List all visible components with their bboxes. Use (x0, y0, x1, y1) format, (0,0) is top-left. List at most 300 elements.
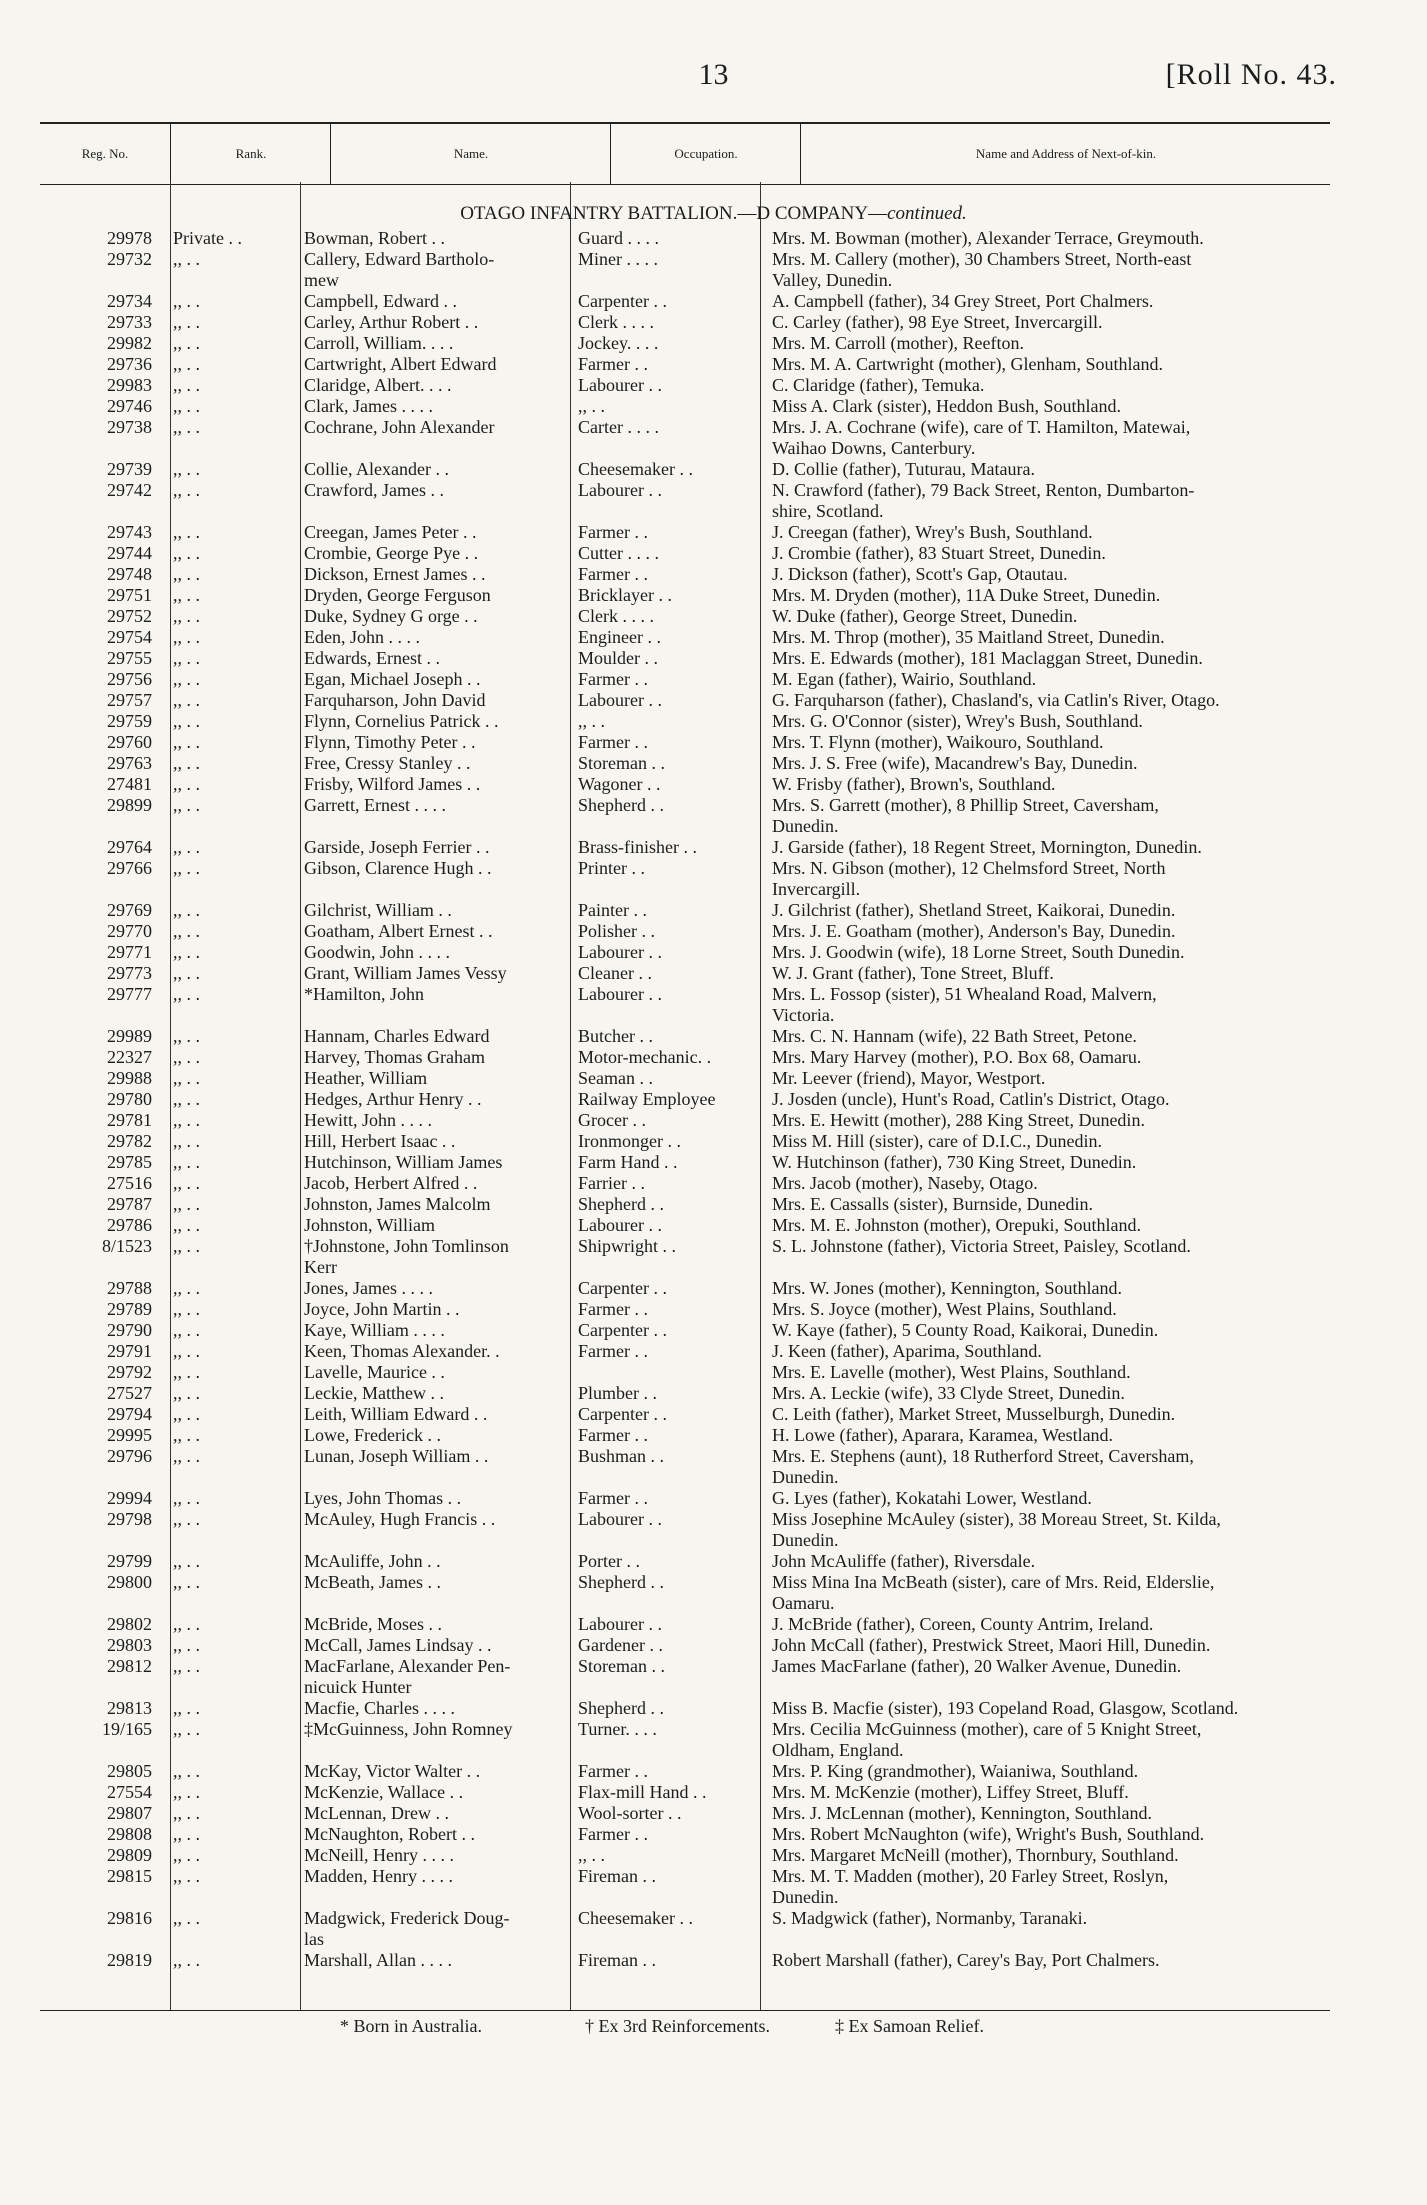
rank: ,, . . (173, 585, 200, 605)
rank: ,, . . (173, 858, 200, 878)
table-row (0, 690, 1427, 711)
table-row (0, 669, 1427, 690)
soldier-name: Egan, Michael Joseph . . (304, 669, 481, 689)
table-row (0, 522, 1427, 543)
soldier-name: Goatham, Albert Ernest . . (304, 921, 493, 941)
table-row (0, 480, 1427, 522)
next-of-kin: Miss B. Macfie (sister), 193 Copeland Road, Glasgow, Scotland. (772, 1698, 1239, 1718)
next-of-kin: Mrs. M. Callery (mother), 30 Chambers Street, North-east Valley, Dunedin. (772, 249, 1192, 290)
rank: ,, . . (173, 1320, 200, 1340)
reg-number: 29800 (107, 1572, 152, 1592)
rank: ,, . . (173, 984, 200, 1004)
soldier-name: McLennan, Drew . . (304, 1803, 449, 1823)
next-of-kin: W. J. Grant (father), Tone Street, Bluff. (772, 963, 1054, 983)
occupation: Storeman . . (578, 753, 665, 773)
soldier-name: Hill, Herbert Isaac . . (304, 1131, 456, 1151)
table-row (0, 1047, 1427, 1068)
soldier-name: McKay, Victor Walter . . (304, 1761, 481, 1781)
reg-number: 27481 (107, 774, 152, 794)
soldier-name: Collie, Alexander . . (304, 459, 449, 479)
soldier-name: Bowman, Robert . . (304, 228, 445, 248)
page-number: 13 (698, 58, 729, 91)
table-row (0, 1236, 1427, 1278)
rank: ,, . . (173, 1824, 200, 1844)
table-row (0, 249, 1427, 291)
soldier-name: Duke, Sydney G orge . . (304, 606, 478, 626)
reg-number: 29988 (107, 1068, 152, 1088)
rank: ,, . . (173, 837, 200, 857)
rank: ,, . . (173, 354, 200, 374)
next-of-kin: S. L. Johnstone (father), Victoria Street, Paisley, Scotland. (772, 1236, 1191, 1256)
occupation: Bricklayer . . (578, 585, 672, 605)
occupation: Cleaner . . (578, 963, 652, 983)
reg-number: 29780 (107, 1089, 152, 1109)
next-of-kin: Mrs. M. Bowman (mother), Alexander Terrace, Greymouth. (772, 228, 1204, 248)
reg-number: 29786 (107, 1215, 152, 1235)
soldier-name: Garside, Joseph Ferrier . . (304, 837, 490, 857)
occupation: Labourer . . (578, 375, 662, 395)
next-of-kin: Miss Josephine McAuley (sister), 38 Moreau Street, St. Kilda, Dunedin. (772, 1509, 1221, 1550)
reg-number: 29785 (107, 1152, 152, 1172)
soldier-name: Johnston, James Malcolm (304, 1194, 491, 1214)
occupation: Grocer . . (578, 1110, 646, 1130)
soldier-name: Hutchinson, William James (304, 1152, 503, 1172)
next-of-kin: Mrs. E. Cassalls (sister), Burnside, Dunedin. (772, 1194, 1093, 1214)
occupation: Farmer . . (578, 354, 648, 374)
table-row (0, 1425, 1427, 1446)
table-row (0, 1488, 1427, 1509)
next-of-kin: J. Crombie (father), 83 Stuart Street, Dunedin. (772, 543, 1106, 563)
next-of-kin: Mrs. Margaret McNeill (mother), Thornbury, Southland. (772, 1845, 1179, 1865)
rank: ,, . . (173, 1908, 200, 1928)
roll-number: [Roll No. 43. (1165, 58, 1337, 91)
table-row (0, 774, 1427, 795)
rank: ,, . . (173, 1551, 200, 1571)
section-continued: continued. (887, 203, 967, 224)
rank: ,, . . (173, 648, 200, 668)
next-of-kin: Mrs. J. A. Cochrane (wife), care of T. Hamilton, Matewai, Waihao Downs, Canterbury. (772, 417, 1191, 458)
soldier-name: Flynn, Cornelius Patrick . . (304, 711, 499, 731)
soldier-name: Hewitt, John . . . . (304, 1110, 432, 1130)
soldier-name: Madgwick, Frederick Doug- las (304, 1908, 510, 1949)
reg-number: 29803 (107, 1635, 152, 1655)
rank: ,, . . (173, 1782, 200, 1802)
reg-number: 29792 (107, 1362, 152, 1382)
soldier-name: Carley, Arthur Robert . . (304, 312, 479, 332)
header-name: Name. (330, 124, 611, 184)
next-of-kin: H. Lowe (father), Aparara, Karamea, Westland. (772, 1425, 1114, 1445)
rank: ,, . . (173, 312, 200, 332)
rank: ,, . . (173, 1425, 200, 1445)
rank: ,, . . (173, 1761, 200, 1781)
next-of-kin: J. Josden (uncle), Hunt's Road, Catlin's District, Otago. (772, 1089, 1170, 1109)
rank: ,, . . (173, 1194, 200, 1214)
occupation: Cheesemaker . . (578, 459, 693, 479)
rank: ,, . . (173, 1866, 200, 1886)
rank: ,, . . (173, 795, 200, 815)
table-row (0, 648, 1427, 669)
header-next-of-kin: Name and Address of Next-of-kin. (800, 124, 1331, 184)
soldier-name: Crawford, James . . (304, 480, 444, 500)
occupation: Labourer . . (578, 1614, 662, 1634)
soldier-name: †Johnstone, John Tomlinson Kerr (304, 1236, 509, 1277)
reg-number: 29743 (107, 522, 152, 542)
next-of-kin: Mrs. M. A. Cartwright (mother), Glenham, Southland. (772, 354, 1163, 374)
reg-number: 29766 (107, 858, 152, 878)
soldier-name: Lunan, Joseph William . . (304, 1446, 489, 1466)
table-row (0, 711, 1427, 732)
reg-number: 29754 (107, 627, 152, 647)
rank: ,, . . (173, 417, 200, 437)
soldier-name: Hedges, Arthur Henry . . (304, 1089, 482, 1109)
table-row (0, 1404, 1427, 1425)
soldier-name: Gilchrist, William . . (304, 900, 452, 920)
table-row (0, 1551, 1427, 1572)
next-of-kin: Mrs. J. Goodwin (wife), 18 Lorne Street, South Dunedin. (772, 942, 1185, 962)
occupation: Shepherd . . (578, 1194, 664, 1214)
reg-number: 29752 (107, 606, 152, 626)
next-of-kin: J. Dickson (father), Scott's Gap, Otautau. (772, 564, 1068, 584)
occupation: Shepherd . . (578, 795, 664, 815)
rank: ,, . . (173, 249, 200, 269)
occupation: Wool-sorter . . (578, 1803, 682, 1823)
rank: ,, . . (173, 333, 200, 353)
table-row (0, 606, 1427, 627)
reg-number: 29759 (107, 711, 152, 731)
rank: ,, . . (173, 690, 200, 710)
reg-number: 29787 (107, 1194, 152, 1214)
occupation: Railway Employee (578, 1089, 716, 1109)
reg-number: 29983 (107, 375, 152, 395)
occupation: Porter . . (578, 1551, 640, 1571)
next-of-kin: Mrs. C. N. Hannam (wife), 22 Bath Street, Petone. (772, 1026, 1137, 1046)
soldier-name: Dickson, Ernest James . . (304, 564, 486, 584)
occupation: Shipwright . . (578, 1236, 677, 1256)
occupation: Seaman . . (578, 1068, 653, 1088)
soldier-name: Keen, Thomas Alexander. . (304, 1341, 500, 1361)
rank: ,, . . (173, 1950, 200, 1970)
occupation: Clerk . . . . (578, 606, 654, 626)
next-of-kin: G. Farquharson (father), Chasland's, via Catlin's River, Otago. (772, 690, 1220, 710)
soldier-name: Cartwright, Albert Edward (304, 354, 497, 374)
table-row (0, 858, 1427, 900)
reg-number: 29978 (107, 228, 152, 248)
reg-number: 29807 (107, 1803, 152, 1823)
next-of-kin: John McCall (father), Prestwick Street, Maori Hill, Dunedin. (772, 1635, 1211, 1655)
next-of-kin: Mrs. L. Fossop (sister), 51 Whealand Road, Malvern, Victoria. (772, 984, 1157, 1025)
soldier-name: McAuley, Hugh Francis . . (304, 1509, 496, 1529)
section-title (0, 203, 1427, 225)
table-row (0, 312, 1427, 333)
reg-number: 29777 (107, 984, 152, 1004)
rank: ,, . . (173, 291, 200, 311)
table-row (0, 921, 1427, 942)
rank: ,, . . (173, 1173, 200, 1193)
soldier-name: Crombie, George Pye . . (304, 543, 479, 563)
next-of-kin: Mrs. J. S. Free (wife), Macandrew's Bay, Dunedin. (772, 753, 1138, 773)
table-row (0, 1866, 1427, 1908)
occupation: Farmer . . (578, 1341, 648, 1361)
next-of-kin: Mrs. E. Hewitt (mother), 288 King Street, Dunedin. (772, 1110, 1145, 1130)
reg-number: 29982 (107, 333, 152, 353)
reg-number: 29798 (107, 1509, 152, 1529)
soldier-name: Free, Cressy Stanley . . (304, 753, 471, 773)
rank: ,, . . (173, 459, 200, 479)
soldier-name: Leith, William Edward . . (304, 1404, 488, 1424)
soldier-name: Madden, Henry . . . . (304, 1866, 453, 1886)
rank: ,, . . (173, 669, 200, 689)
next-of-kin: Mrs. E. Lavelle (mother), West Plains, Southland. (772, 1362, 1131, 1382)
soldier-name: Jacob, Herbert Alfred . . (304, 1173, 478, 1193)
occupation: Wagoner . . (578, 774, 661, 794)
rank: ,, . . (173, 1635, 200, 1655)
occupation: Labourer . . (578, 942, 662, 962)
occupation: Labourer . . (578, 480, 662, 500)
soldier-name: Cochrane, John Alexander (304, 417, 495, 437)
next-of-kin: Miss M. Hill (sister), care of D.I.C., Dunedin. (772, 1131, 1102, 1151)
reg-number: 29732 (107, 249, 152, 269)
occupation: Farmer . . (578, 1761, 648, 1781)
reg-number: 29769 (107, 900, 152, 920)
next-of-kin: Mrs. M. Throp (mother), 35 Maitland Street, Dunedin. (772, 627, 1165, 647)
soldier-name: McCall, James Lindsay . . (304, 1635, 492, 1655)
reg-number: 29791 (107, 1341, 152, 1361)
table-row (0, 963, 1427, 984)
next-of-kin: J. Garside (father), 18 Regent Street, Mornington, Dunedin. (772, 837, 1202, 857)
reg-number: 29781 (107, 1110, 152, 1130)
reg-number: 29770 (107, 921, 152, 941)
next-of-kin: J. Keen (father), Aparima, Southland. (772, 1341, 1042, 1361)
rank: ,, . . (173, 1404, 200, 1424)
occupation: Polisher . . (578, 921, 656, 941)
next-of-kin: Mrs. E. Stephens (aunt), 18 Rutherford Street, Caversham, Dunedin. (772, 1446, 1194, 1487)
occupation: Bushman . . (578, 1446, 665, 1466)
rank: ,, . . (173, 1446, 200, 1466)
next-of-kin: G. Lyes (father), Kokatahi Lower, Westland. (772, 1488, 1092, 1508)
footnote-ex3: † Ex 3rd Reinforcements. (585, 2016, 770, 2036)
reg-number: 29751 (107, 585, 152, 605)
occupation: Labourer . . (578, 1509, 662, 1529)
soldier-name: Eden, John . . . . (304, 627, 420, 647)
next-of-kin: Mrs. Jacob (mother), Naseby, Otago. (772, 1173, 1038, 1193)
rank: ,, . . (173, 396, 200, 416)
occupation: Carpenter . . (578, 1320, 667, 1340)
reg-number: 29763 (107, 753, 152, 773)
next-of-kin: N. Crawford (father), 79 Back Street, Renton, Dumbarton- shire, Scotland. (772, 480, 1195, 521)
reg-number: 29816 (107, 1908, 152, 1928)
next-of-kin: Mrs. S. Garrett (mother), 8 Phillip Street, Caversham, Dunedin. (772, 795, 1159, 836)
reg-number: 29771 (107, 942, 152, 962)
occupation: Plumber . . (578, 1383, 657, 1403)
table-row (0, 1803, 1427, 1824)
occupation: ,, . . (578, 711, 605, 731)
soldier-name: Flynn, Timothy Peter . . (304, 732, 476, 752)
occupation: Farmer . . (578, 1824, 648, 1844)
occupation: Carpenter . . (578, 291, 667, 311)
rank: ,, . . (173, 900, 200, 920)
header-occupation: Occupation. (610, 124, 801, 184)
soldier-name: McKenzie, Wallace . . (304, 1782, 464, 1802)
reg-number: 29748 (107, 564, 152, 584)
table-row (0, 1509, 1427, 1551)
occupation: Moulder . . (578, 648, 658, 668)
table-row (0, 1215, 1427, 1236)
rank: ,, . . (173, 543, 200, 563)
occupation: Ironmonger . . (578, 1131, 681, 1151)
reg-number: 29760 (107, 732, 152, 752)
occupation: Farmer . . (578, 1425, 648, 1445)
occupation: Farmer . . (578, 564, 648, 584)
next-of-kin: Mrs. N. Gibson (mother), 12 Chelmsford Street, North Invercargill. (772, 858, 1166, 899)
occupation: Gardener . . (578, 1635, 663, 1655)
reg-number: 29813 (107, 1698, 152, 1718)
soldier-name: McNeill, Henry . . . . (304, 1845, 454, 1865)
occupation: Carpenter . . (578, 1404, 667, 1424)
next-of-kin: Mrs. A. Leckie (wife), 33 Clyde Street, Dunedin. (772, 1383, 1125, 1403)
reg-number: 8/1523 (101, 1236, 152, 1256)
table-row (0, 1383, 1427, 1404)
reg-number: 29738 (107, 417, 152, 437)
soldier-name: Farquharson, John David (304, 690, 486, 710)
soldier-name: Goodwin, John . . . . (304, 942, 451, 962)
rank: ,, . . (173, 774, 200, 794)
rank: Private . . (173, 228, 242, 248)
column-header-row (40, 122, 1330, 185)
soldier-name: Garrett, Ernest . . . . (304, 795, 446, 815)
table-row (0, 984, 1427, 1026)
occupation: Fireman . . (578, 1950, 656, 1970)
rank: ,, . . (173, 1278, 200, 1298)
table-row (0, 1782, 1427, 1803)
table-row (0, 753, 1427, 774)
table-row (0, 228, 1427, 249)
reg-number: 29989 (107, 1026, 152, 1046)
table-row (0, 1089, 1427, 1110)
reg-number: 29739 (107, 459, 152, 479)
occupation: Cheesemaker . . (578, 1908, 693, 1928)
rank: ,, . . (173, 1698, 200, 1718)
next-of-kin: Mrs. M. T. Madden (mother), 20 Farley Street, Roslyn, Dunedin. (772, 1866, 1169, 1907)
rank: ,, . . (173, 1362, 200, 1382)
soldier-name: MacFarlane, Alexander Pen- nicuick Hunter (304, 1656, 511, 1697)
occupation: Storeman . . (578, 1656, 665, 1676)
occupation: Carpenter . . (578, 1278, 667, 1298)
occupation: Carter . . . . (578, 417, 659, 437)
soldier-name: Carroll, William. . . . (304, 333, 454, 353)
occupation: Painter . . (578, 900, 647, 920)
rank: ,, . . (173, 1026, 200, 1046)
table-row (0, 1908, 1427, 1950)
next-of-kin: Mrs. T. Flynn (mother), Waikouro, Southland. (772, 732, 1104, 752)
soldier-name: McBeath, James . . (304, 1572, 441, 1592)
table-row (0, 1572, 1427, 1614)
header-reg-no: Reg. No. (81, 146, 129, 161)
rank: ,, . . (173, 1341, 200, 1361)
soldier-name: Leckie, Matthew . . (304, 1383, 444, 1403)
reg-number: 29764 (107, 837, 152, 857)
reg-number: 29744 (107, 543, 152, 563)
soldier-name: Campbell, Edward . . (304, 291, 457, 311)
soldier-name: Hannam, Charles Edward (304, 1026, 490, 1046)
table-row (0, 333, 1427, 354)
next-of-kin: J. Gilchrist (father), Shetland Street, Kaikorai, Dunedin. (772, 900, 1176, 920)
table-row (0, 1950, 1427, 1971)
table-row (0, 1761, 1427, 1782)
occupation: Labourer . . (578, 1215, 662, 1235)
table-row (0, 1278, 1427, 1299)
table-row (0, 1026, 1427, 1047)
table-row (0, 1719, 1427, 1761)
reg-number: 29805 (107, 1761, 152, 1781)
reg-number: 29796 (107, 1446, 152, 1466)
soldier-name: Callery, Edward Bartholo- mew (304, 249, 495, 290)
occupation: Miner . . . . (578, 249, 658, 269)
rank: ,, . . (173, 1383, 200, 1403)
occupation: ,, . . (578, 396, 605, 416)
table-row (0, 1194, 1427, 1215)
soldier-name: McBride, Moses . . (304, 1614, 442, 1634)
rank: ,, . . (173, 1299, 200, 1319)
occupation: Flax-mill Hand . . (578, 1782, 707, 1802)
occupation: Guard . . . . (578, 228, 659, 248)
reg-number: 29742 (107, 480, 152, 500)
next-of-kin: James MacFarlane (father), 20 Walker Avenue, Dunedin. (772, 1656, 1182, 1676)
reg-number: 29733 (107, 312, 152, 332)
table-row (0, 1635, 1427, 1656)
occupation: Fireman . . (578, 1866, 656, 1886)
next-of-kin: Mrs. G. O'Connor (sister), Wrey's Bush, Southland. (772, 711, 1143, 731)
reg-number: 29809 (107, 1845, 152, 1865)
soldier-name: ‡McGuinness, John Romney (304, 1719, 513, 1739)
footnote-born: * Born in Australia. (340, 2016, 482, 2036)
occupation: Farmer . . (578, 1488, 648, 1508)
next-of-kin: Mrs. P. King (grandmother), Waianiwa, Southland. (772, 1761, 1139, 1781)
table-row (0, 1320, 1427, 1341)
rank: ,, . . (173, 1719, 200, 1739)
table-row (0, 459, 1427, 480)
rank: ,, . . (173, 732, 200, 752)
next-of-kin: Mrs. Robert McNaughton (wife), Wright's Bush, Southland. (772, 1824, 1205, 1844)
table-row (0, 417, 1427, 459)
reg-number: 29789 (107, 1299, 152, 1319)
soldier-name: Grant, William James Vessy (304, 963, 507, 983)
soldier-name: Kaye, William . . . . (304, 1320, 445, 1340)
reg-number: 29899 (107, 795, 152, 815)
next-of-kin: W. Frisby (father), Brown's, Southland. (772, 774, 1056, 794)
occupation: Shepherd . . (578, 1572, 664, 1592)
occupation: Labourer . . (578, 984, 662, 1004)
soldier-name: Harvey, Thomas Graham (304, 1047, 485, 1067)
reg-number: 27554 (107, 1782, 152, 1802)
rank: ,, . . (173, 1803, 200, 1823)
next-of-kin: Mrs. J. E. Goatham (mother), Anderson's Bay, Dunedin. (772, 921, 1176, 941)
reg-number: 29794 (107, 1404, 152, 1424)
soldier-name: Edwards, Ernest . . (304, 648, 440, 668)
soldier-name: Lyes, John Thomas . . (304, 1488, 462, 1508)
rank: ,, . . (173, 1572, 200, 1592)
rank: ,, . . (173, 963, 200, 983)
table-row (0, 1824, 1427, 1845)
table-row (0, 1152, 1427, 1173)
occupation: Farm Hand . . (578, 1152, 678, 1172)
next-of-kin: Miss A. Clark (sister), Heddon Bush, Southland. (772, 396, 1121, 416)
table-row (0, 627, 1427, 648)
table-row (0, 1173, 1427, 1194)
reg-number: 27527 (107, 1383, 152, 1403)
next-of-kin: Mrs. M. McKenzie (mother), Liffey Street, Bluff. (772, 1782, 1129, 1802)
next-of-kin: W. Duke (father), George Street, Dunedin. (772, 606, 1078, 626)
table-row (0, 1446, 1427, 1488)
